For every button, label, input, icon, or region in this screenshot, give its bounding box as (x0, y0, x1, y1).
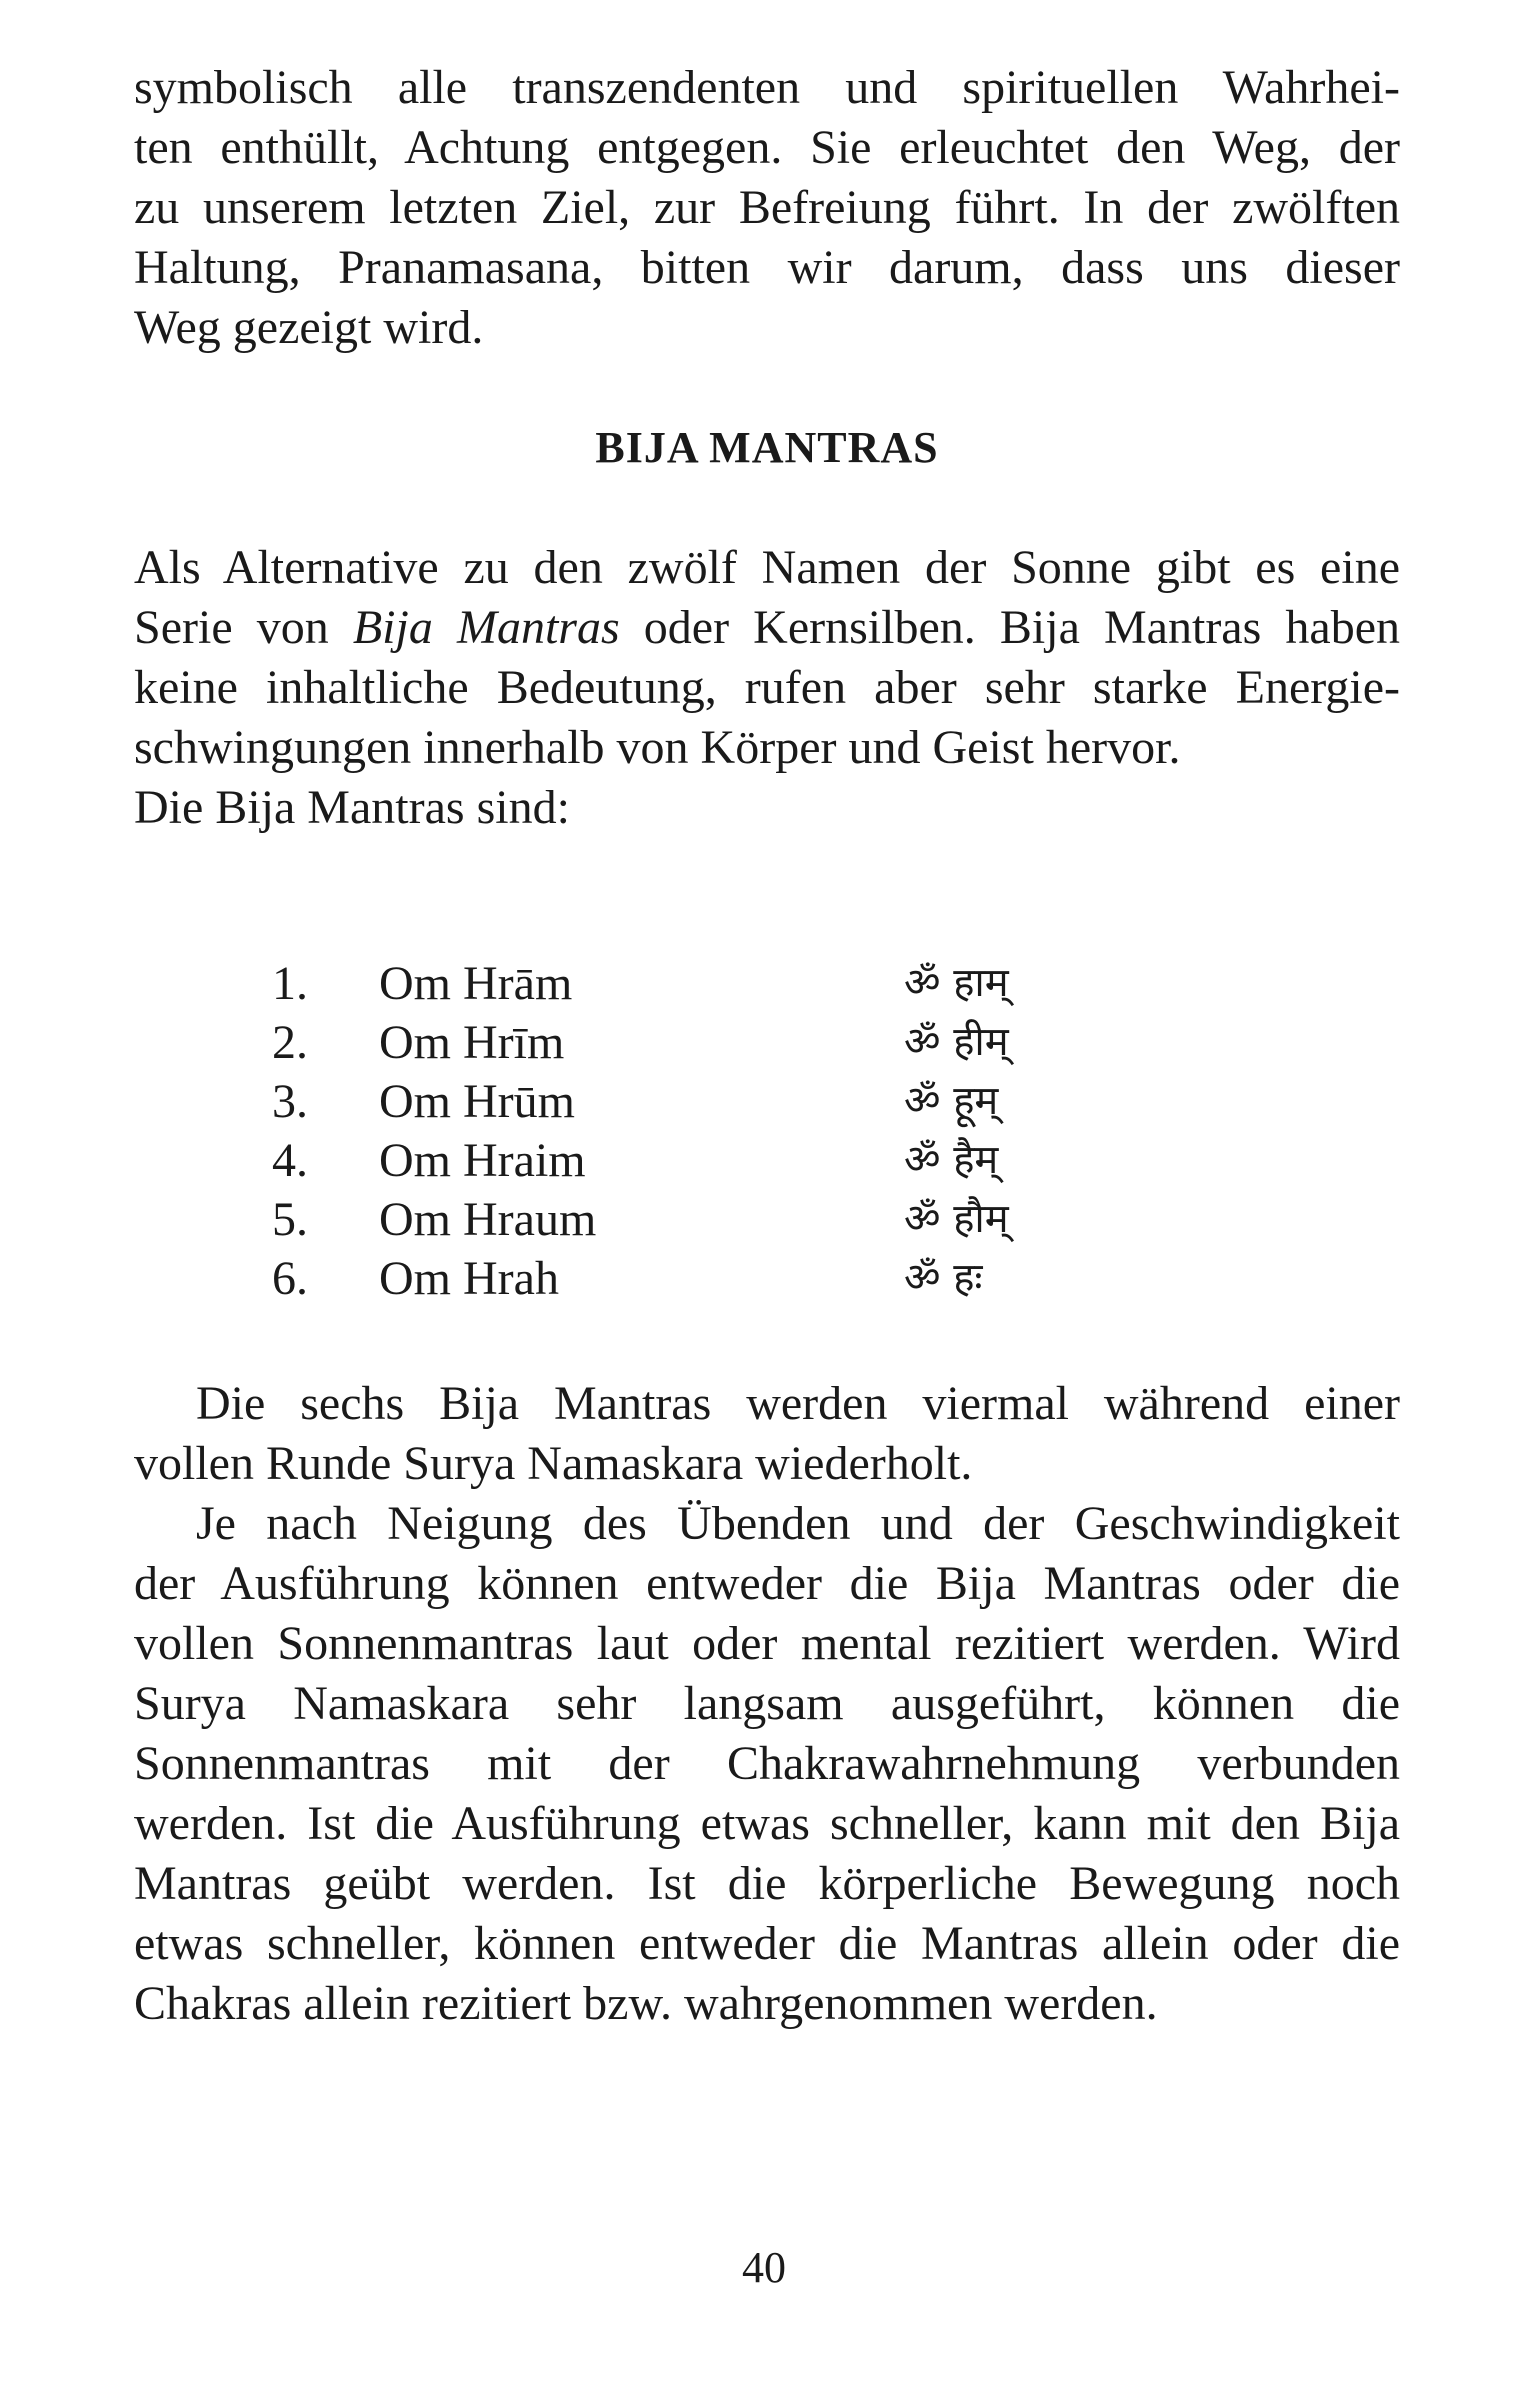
intro-paragraph (134, 58, 1400, 358)
mantra-name: Om Hrah (379, 1252, 559, 1305)
mantra-item (134, 954, 1134, 1013)
alternative-paragraph (134, 538, 1400, 838)
text-line: Je nach Neigung des Übenden und der Geschwindigkeit (196, 1497, 1400, 1550)
text-line: zu unserem letzten Ziel, zur Befreiung führt. In der zwölften (134, 181, 1400, 234)
mantra-item (134, 1072, 1134, 1131)
mantra-list (134, 954, 1134, 1308)
text-line (134, 598, 1400, 658)
text-line: symbolisch alle transzendenten und spirituellen Wahrhei- (134, 61, 1400, 114)
text-line: ten enthüllt, Achtung entgegen. Sie erleuchtet den Weg, der (134, 121, 1400, 174)
mantra-devanagari: ॐ हैम् (904, 1137, 999, 1183)
text-line: schwingungen innerhalb von Körper und Geist hervor. (134, 721, 1181, 774)
mantra-devanagari: ॐ हाम् (904, 960, 1009, 1006)
mantra-name: Om Hraum (379, 1193, 597, 1246)
mantra-name: Om Hraim (379, 1134, 586, 1187)
mantra-item (134, 1013, 1134, 1072)
mantra-item (134, 1131, 1134, 1190)
mantra-number: 4. (272, 1134, 308, 1187)
mantra-name: Om Hrūm (379, 1075, 575, 1128)
text-fragment: Serie von (134, 601, 353, 654)
mantra-name: Om Hrām (379, 957, 573, 1010)
mantra-item (134, 1249, 1134, 1308)
text-line: Weg gezeigt wird. (134, 301, 484, 354)
text-line: Surya Namaskara sehr langsam ausgeführt, können die (134, 1677, 1400, 1730)
mantra-name: Om Hrīm (379, 1016, 565, 1069)
text-line: vollen Sonnenmantras laut oder mental rezitiert werden. Wird (134, 1617, 1400, 1670)
text-line: etwas schneller, können entweder die Mantras allein oder die (134, 1917, 1400, 1970)
page-body-lower (134, 1374, 1400, 2034)
text-line: Die sechs Bija Mantras werden viermal während einer (196, 1377, 1400, 1430)
text-line: Sonnenmantras mit der Chakrawahrnehmung verbunden (134, 1737, 1400, 1790)
text-line: Haltung, Pranamasana, bitten wir darum, dass uns dieser (134, 241, 1400, 294)
text-line: Chakras allein rezitiert bzw. wahrgenommen werden. (134, 1977, 1158, 2030)
mantra-number: 6. (272, 1252, 308, 1305)
text-fragment: oder Kernsilben. Bija Mantras haben (619, 601, 1401, 654)
text-line: werden. Ist die Ausführung etwas schneller, kann mit den Bija (134, 1797, 1400, 1850)
text-line: Die Bija Mantras sind: (134, 781, 570, 834)
mantra-devanagari: ॐ हीम् (904, 1019, 1009, 1065)
mantra-item (134, 1190, 1134, 1249)
text-line: Mantras geübt werden. Ist die körperliche Bewegung noch (134, 1857, 1400, 1910)
practice-paragraph (134, 1494, 1400, 2034)
text-line: der Ausführung können entweder die Bija Mantras oder die (134, 1557, 1400, 1610)
mantra-devanagari: ॐ हूम् (904, 1078, 999, 1124)
italic-term: Bija Mantras (352, 601, 620, 654)
mantra-number: 3. (272, 1075, 308, 1128)
mantra-devanagari: ॐ हः (904, 1255, 983, 1301)
text-line: Als Alternative zu den zwölf Namen der Sonne gibt es eine (134, 541, 1400, 594)
page-number: 40 (742, 2243, 786, 2292)
mantra-devanagari: ॐ हौम् (904, 1196, 1009, 1242)
text-line: keine inhaltliche Bedeutung, rufen aber sehr starke Energie- (134, 661, 1400, 714)
mantra-number: 2. (272, 1016, 308, 1069)
text-line: vollen Runde Surya Namaskara wiederholt. (134, 1437, 973, 1490)
mantra-number: 5. (272, 1193, 308, 1246)
repetition-paragraph (134, 1374, 1400, 1494)
mantra-number: 1. (272, 957, 308, 1010)
page-body (134, 58, 1400, 838)
section-heading: BIJA MANTRAS (595, 423, 939, 472)
